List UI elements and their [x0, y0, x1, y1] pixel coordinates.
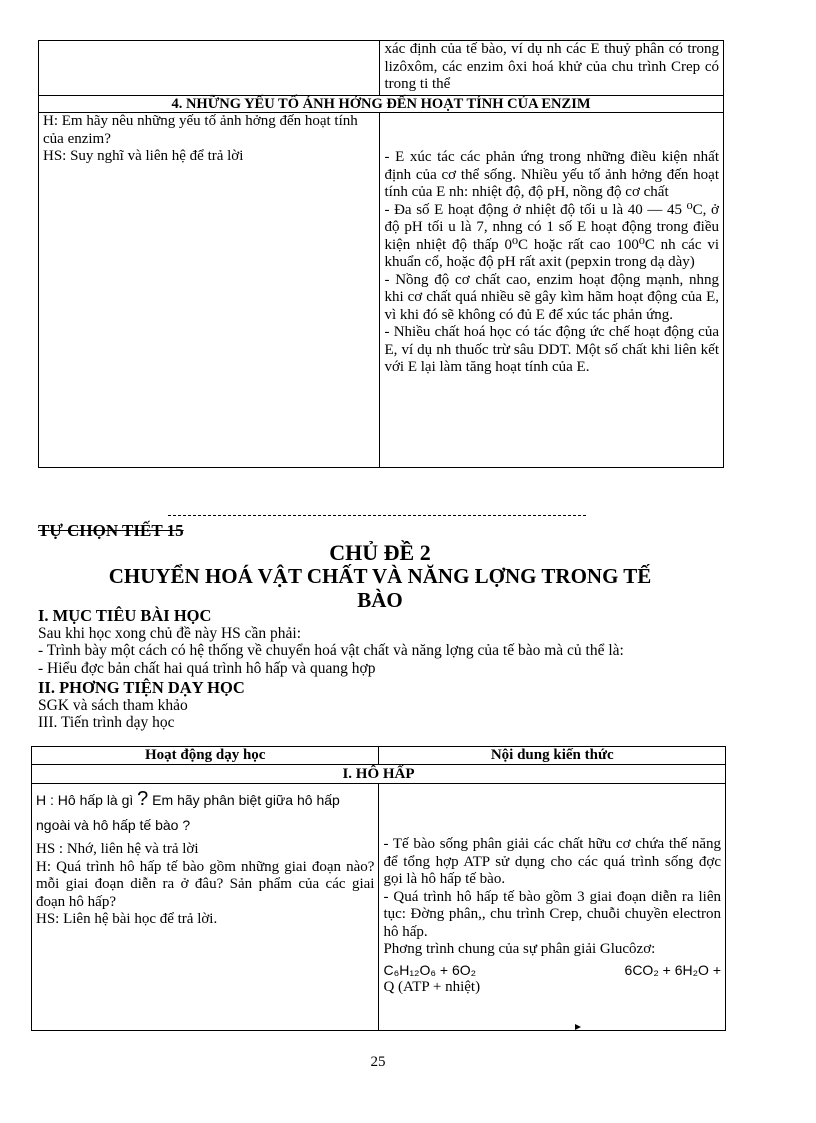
- table-row: [32, 747, 726, 765]
- student-response: HS: Suy nghĩ và liên hệ để trả lời: [43, 148, 244, 164]
- paragraph: - Đa số E hoạt động ở nhiệt độ tối u là 40 — 45 ⁰C, ở độ pH tối u là 7, nhng có 1 số E hoạt động trong điều kiện nhiệt độ thấp 0⁰C hoặc rất cao 100⁰C nh các vi khuẩn cổ, hoặc độ pH rất axit (pepxin trong dạ dày): [384, 201, 719, 270]
- student-response: HS: Liên hệ bài học để trả lời.: [36, 911, 218, 927]
- paragraph: - Tế bào sống phân giải các chất hữu cơ chứa thế năng để tổng hợp ATP sử dụng cho các quá trình sống đợc gọi là hô hấp tế bào.: [383, 836, 721, 887]
- header-content: Nội dung kiến thức: [379, 747, 726, 765]
- objectives-heading: I. MỤC TIÊU BÀI HỌC: [38, 606, 212, 625]
- table-row: [39, 113, 724, 468]
- teacher-question: H: Em hãy nêu những yếu tố ảnh hởng đến hoạt tính của enzim?: [43, 113, 358, 147]
- dashed-separator: [168, 515, 586, 516]
- title-line-1: CHUYỂN HOÁ VẬT CHẤT VÀ NĂNG LỢNG TRONG TẾ: [108, 564, 652, 588]
- equation-reactants: C₆H₁₂O₆ + 6O₂: [383, 961, 477, 978]
- activity-cell: [39, 113, 380, 468]
- question-mark: ?: [137, 788, 149, 810]
- table-row: [39, 41, 724, 96]
- arrow-icon: [575, 1024, 581, 1030]
- content-cell: [380, 113, 724, 468]
- paragraph: - Nồng độ cơ chất cao, enzim hoạt động mạnh, nhng khi cơ chất quá nhiều sẽ gây kìm hãm hoạt động của E, vì khi đó sẽ không có đủ E để xúc tác phản ứng.: [384, 271, 719, 323]
- teacher-question: [36, 787, 374, 838]
- enzyme-table: [38, 40, 724, 468]
- objective-line: Sau khi học xong chủ đề này HS cần phải:: [38, 624, 302, 642]
- section-respiration: I. HÔ HẤP: [32, 765, 726, 784]
- objective-line: - Hiểu đợc bản chất hai quá trình hô hấp và quang hợp: [38, 659, 376, 677]
- section-header: 4. NHỮNG YẾU TỐ ẢNH HỞNG ĐẾN HOẠT TÍNH CỦA ENZIM: [39, 96, 724, 113]
- equation-line: [383, 962, 721, 980]
- paragraph: - Quá trình hô hấp tế bào gồm 3 giai đoạn diễn ra liên tục: Đờng phân,, chu trình Crep, chuỗi chuyền electron hô hấp.: [383, 888, 721, 940]
- objectives-section: [38, 607, 718, 732]
- paragraph: - E xúc tác các phản ứng trong những điều kiện nhất định của cơ thể sống. Nhiều yếu tố ảnh hởng đến hoạt tính của E nh: nhiệt độ, độ pH, nồng độ cơ chất: [384, 149, 719, 200]
- continuation-cell: xác định của tế bào, ví dụ nh các E thuỷ phân có trong lizôxôm, các enzim ôxi hoá khử của chu trình Crep có trong ti thể: [380, 41, 724, 96]
- content-cell: [379, 784, 726, 1031]
- activity-cell: [32, 784, 379, 1031]
- objective-line: - Trình bày một cách có hệ thống về chuyển hoá vật chất và năng lợng của tế bào mà củ thể là:: [38, 642, 624, 659]
- table-row: [32, 765, 726, 784]
- paragraph: - Nhiều chất hoá học có tác động ức chế hoạt động của E, ví dụ nh thuốc trừ sâu DDT. Một số chất khi liên kết với E lại làm tăng hoạt tính của E.: [384, 324, 719, 375]
- equation-tail: Q (ATP + nhiệt): [383, 979, 481, 995]
- table-row: [32, 784, 726, 1031]
- equation-products: 6CO₂ + 6H₂O +: [624, 961, 721, 978]
- means-line: SGK và sách tham khảo: [38, 696, 188, 714]
- period-heading: TỰ CHỌN TIẾT 15: [38, 521, 184, 540]
- header-activity: Hoạt động dạy học: [32, 747, 379, 765]
- paragraph: Phơng trình chung của sự phân giải Glucôzơ:: [383, 941, 656, 957]
- student-response: HS : Nhớ, liên hệ và trả lời: [36, 841, 199, 857]
- table-row: [39, 96, 724, 113]
- respiration-table: [31, 746, 726, 1031]
- teacher-question: H: Quá trình hô hấp tế bào gồm những giai đoạn nào? mỗi giai đoạn diễn ra ở đâu? Sản phẩm của các giai đoạn hô hấp?: [36, 858, 375, 910]
- question-text: H : Hô hấp là gì: [36, 792, 134, 808]
- process-heading: III. Tiến trình dạy học: [38, 714, 175, 731]
- page-number: 25: [370, 1054, 386, 1070]
- means-heading: II. PHƠNG TIỆN DẠY HỌC: [38, 678, 245, 697]
- topic-heading: CHỦ ĐỀ 2: [329, 540, 431, 565]
- question-text: Em hãy phân biệt giữa hô hấp ngoài và hô hấp tế bào ?: [36, 792, 340, 833]
- title-line-2: BÀO: [357, 588, 403, 612]
